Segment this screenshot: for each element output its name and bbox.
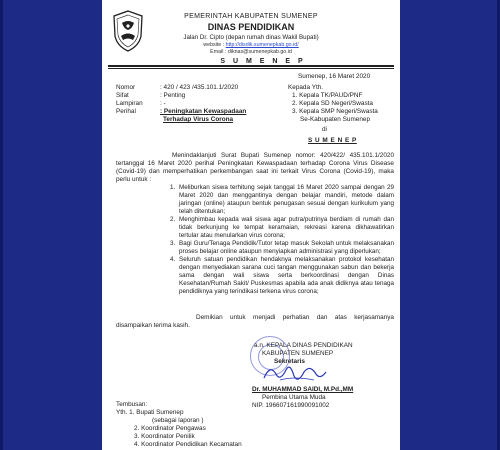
website-label: website : (203, 42, 226, 48)
left-frame-bar (0, 0, 3, 450)
list-item-number: 2. (170, 216, 176, 224)
nomor-label: Nomor (116, 84, 136, 91)
header-website-line (102, 42, 400, 48)
signature-line1: a.n. KEPALA DINAS PENDIDIKAN (254, 342, 353, 349)
perihal-value-line2: Terhadap Virus Corona (163, 116, 234, 123)
perihal-value-line1: : Peningkatan Kewaspadaan (160, 108, 247, 115)
signature-line2: KABUPATEN SUMENEP (262, 350, 334, 357)
list-item-text: Meliburkan siswa terhitung sejak tanggal 16 Maret 2020 sampai dengan 29 Maret 2020 dan menggantinya dengan belajar mandiri, metode dalam jaringan (online) ataupun bentuk penugasan sesuai dengan kurikulum yang telah ditentukan; (179, 184, 394, 215)
perihal-label: Perihal (116, 108, 136, 115)
website-link[interactable]: http://disdik.sumenepkab.go.id/ (225, 42, 299, 48)
signature-title: Sekretaris (274, 358, 305, 365)
list-item (170, 256, 394, 296)
header-email-line (102, 49, 400, 55)
instruction-list (170, 184, 394, 296)
recipients-title: Kepada Yth. (288, 84, 324, 91)
header-rule-thick (108, 65, 394, 67)
sifat-value: : Penting (160, 92, 186, 99)
sifat-label: Sifat (116, 92, 129, 99)
tembusan-block (116, 401, 242, 448)
list-item-number: 1. (170, 184, 176, 191)
tembusan-item: 3. Koordinator Penilik (134, 432, 195, 440)
header-agency: DINAS PENDIDIKAN (207, 22, 295, 32)
email-label: Email : (210, 49, 228, 55)
recipient-item: 1. Kepala TK/PAUD/PNF (292, 92, 363, 99)
list-item (170, 184, 394, 216)
letter-page (102, 0, 400, 450)
header-rule-thin (108, 68, 394, 69)
letter-date: Sumenep, 16 Maret 2020 (298, 73, 371, 80)
list-item-number: 4. (170, 256, 176, 264)
header-government: PEMERINTAH KABUPATEN SUMENEP (184, 13, 318, 20)
signatory-rank: Pembina Utama Muda (262, 394, 326, 401)
signatory-name: Dr. MUHAMMAD SAIDI, M.Pd.,MM (252, 386, 354, 393)
recipient-item: 2. Kepala SD Negeri/Swasta (292, 100, 373, 107)
closing-paragraph: Demikian untuk menjadi perhatian dan atas kerjasamanya disampaikan terima kasih. (116, 314, 394, 329)
list-item (170, 216, 394, 240)
list-item (170, 240, 394, 256)
signatory-nip: NIP. 196607161990091002 (252, 402, 330, 409)
email-value: diknas@sumenepkab.go.id (227, 49, 292, 55)
nomor-value: : 420 / 423 /435.101.1/2020 (160, 84, 239, 91)
recipients-di: di (322, 126, 327, 133)
lampiran-value: : - (160, 100, 166, 107)
tembusan-item: (sebagai laporan ) (152, 416, 204, 424)
tembusan-item: Yth. 1. Bupati Sumenep (116, 408, 184, 416)
list-item-text: Bagi Guru/Tenaga Pendidik/Tutor tetap masuk Sekolah untuk melaksanakan proses belajar online ataupun menyiapkan administrasi yang diperlukan; (179, 240, 394, 256)
header-address: Jalan Dr. Cipto (depan rumah dinas Wakil Bupati) (183, 34, 319, 41)
recipient-item: 3. Kepala SMP Negeri/Swasta (292, 108, 378, 115)
lampiran-label: Lampiran (116, 100, 143, 107)
list-item-text: Menghimbau kepada wali siswa agar putra/putrinya berdiam di rumah dan tidak berkunjung ke tempat keramaian, rekreasi karena dikhawatirkan tertular atau menularkan virus corona; (179, 216, 394, 239)
list-item-text: Seluruh satuan pendidikan hendaknya melaksanakan protokol kesehatan dengan menyediakan sarana cuci tangan menggunakan sabun dan bekerja sama dengan wali siswa serta berkoordinasi dengan Dinas Kesehatan/Rumah Sakit/ Puskesmas apabila ada anak didiknya atau tenaga pendidiknya yang terindikasi terkena virus corona; (179, 256, 394, 295)
tembusan-item: 2. Koordinator Pengawas (134, 424, 206, 432)
recipients-place: S U M E N E P (308, 137, 357, 144)
header-city: S U M E N E P (220, 58, 306, 65)
intro-paragraph: Menindaklanjuti Surat Bupati Sumenep nomor: 420/422/ 435.101.1/2020 tertanggal 16 Maret 2020 perihal Peningkatan Kewaspadaan terhadap Corona Virus Disease (Covid-19) dan memperhatikan perkembangan saat ini terkait Virus Corona (Covid-19), maka perlu untuk : (116, 152, 394, 183)
tembusan-title: Tembusan: (116, 401, 148, 408)
tembusan-item: 4. Koordinator Pendidikan Kecamatan (134, 440, 242, 448)
recipient-item: Se-Kabupaten Sumenep (300, 116, 370, 123)
list-item-number: 3. (170, 240, 176, 248)
